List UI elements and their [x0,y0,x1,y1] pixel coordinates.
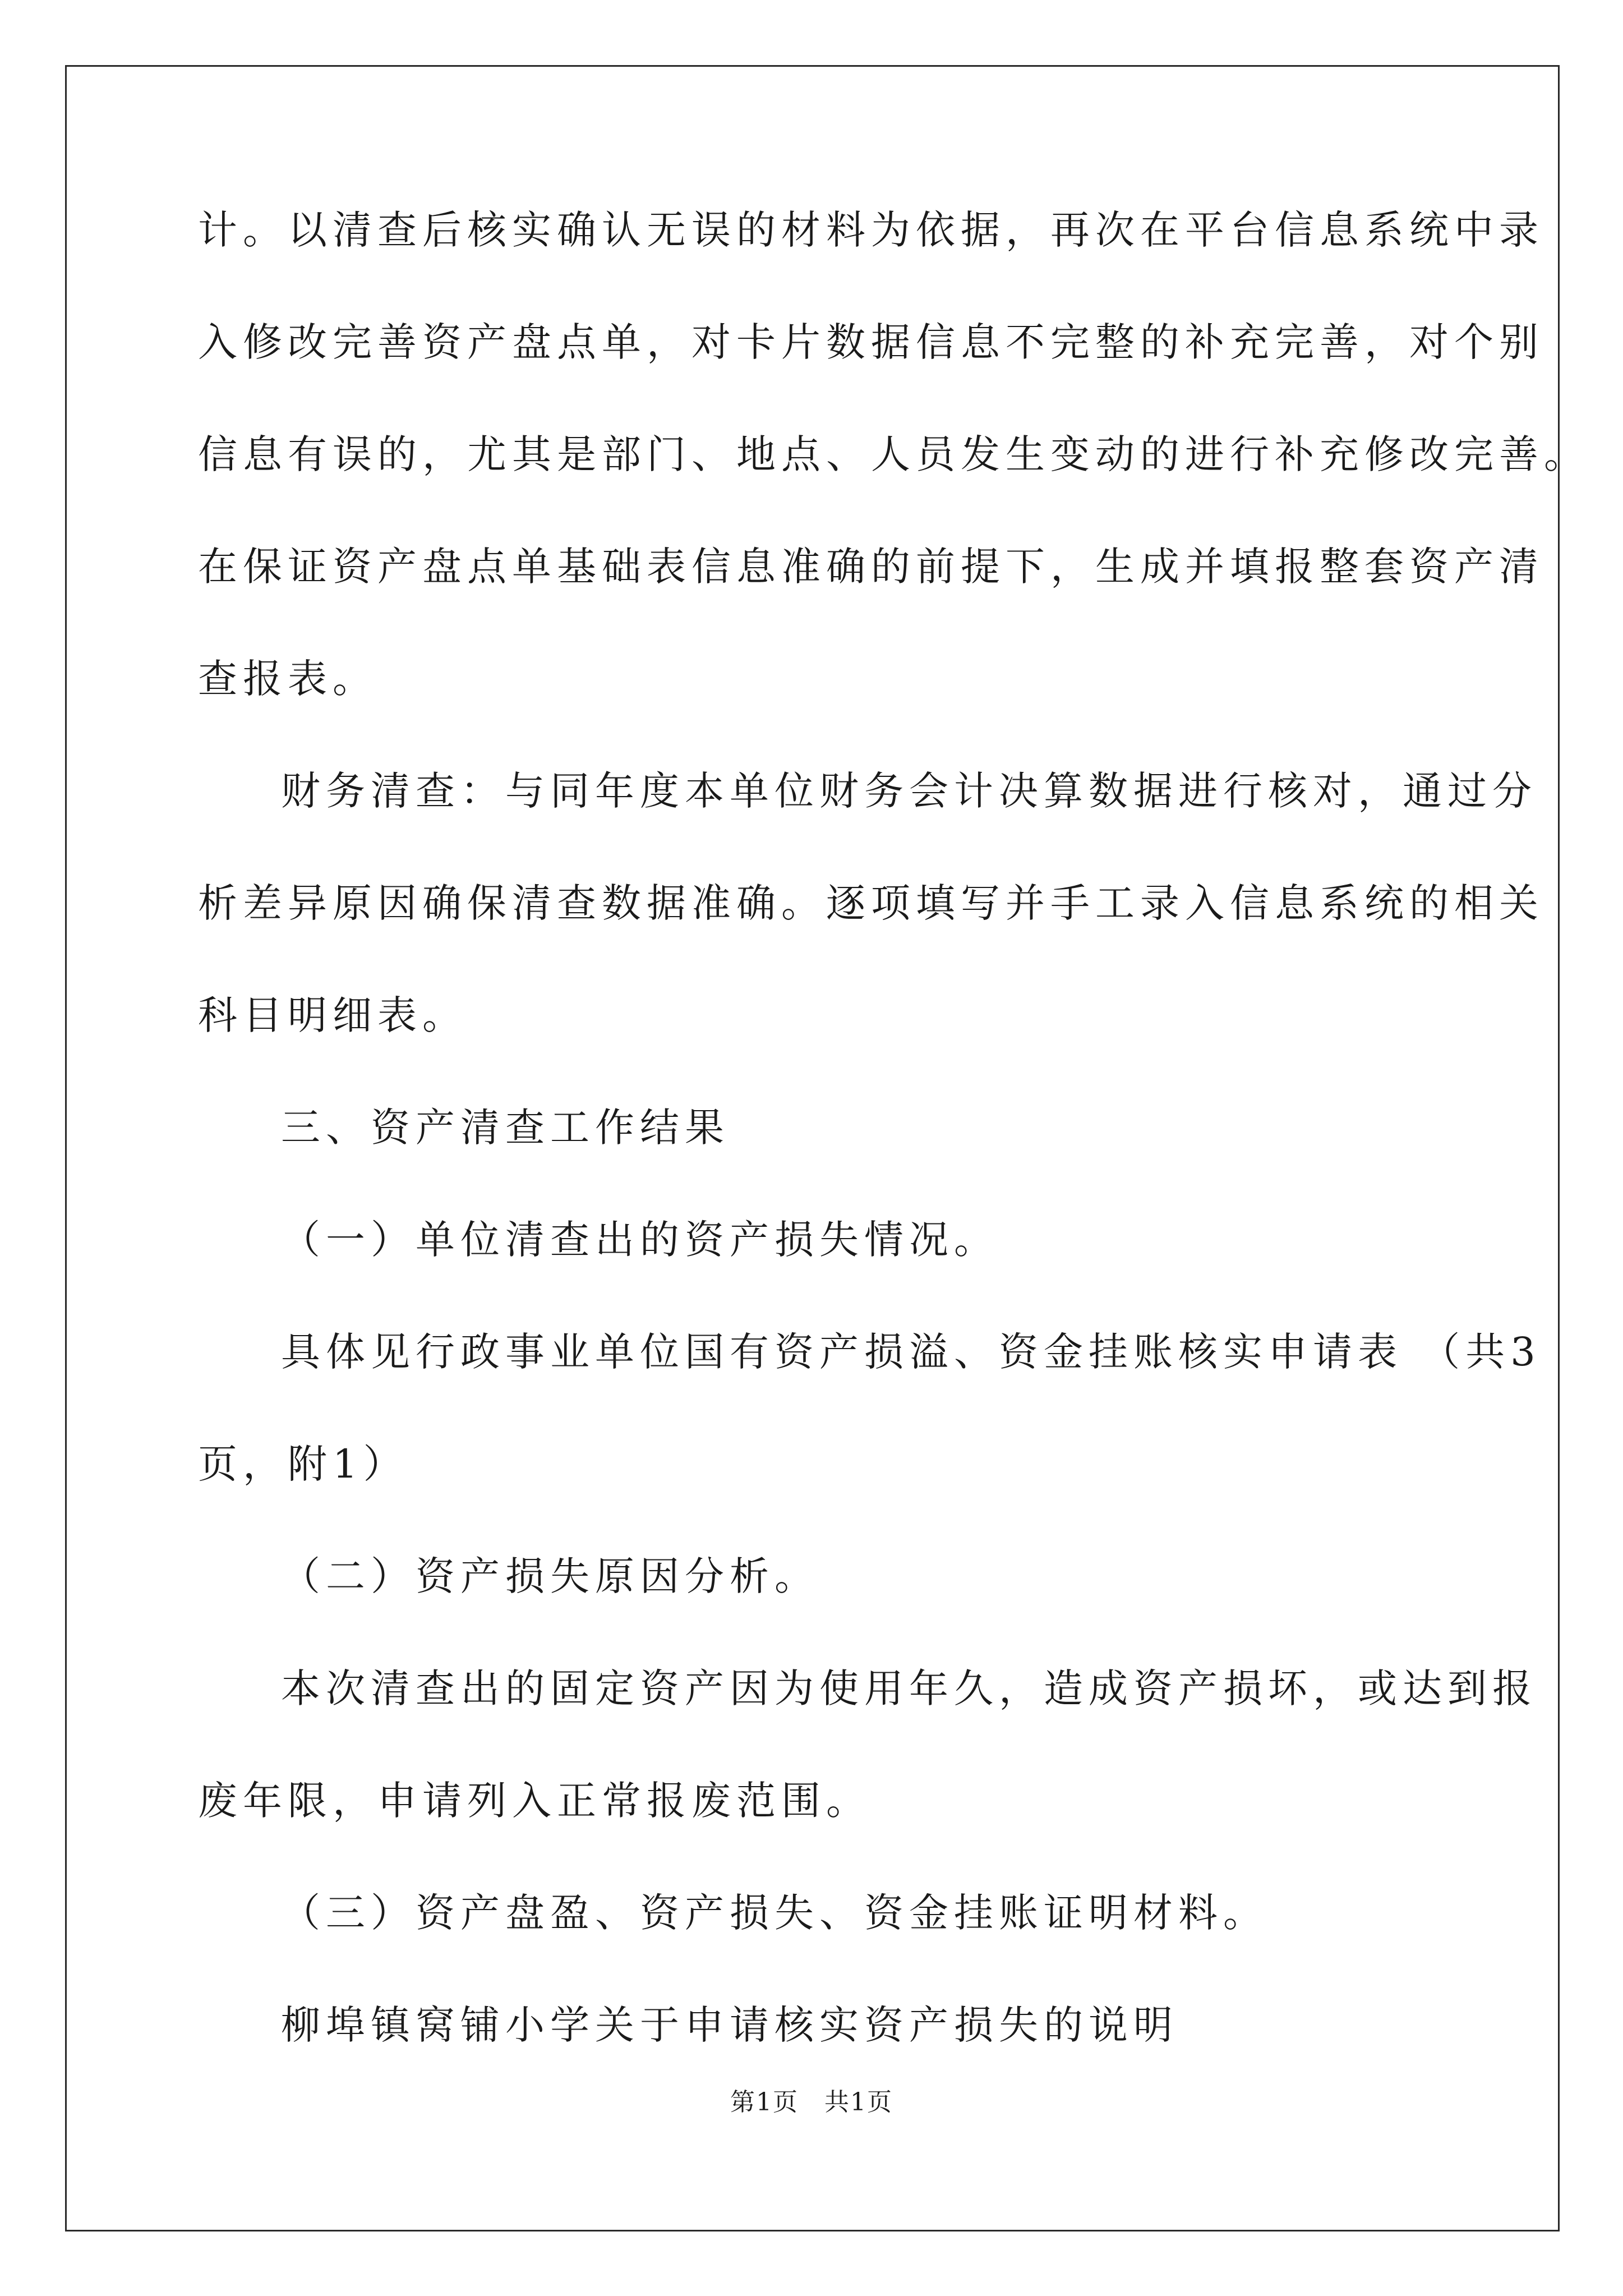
body-line: 信息有误的，尤其是部门、地点、人员发生变动的进行补充修改完善。 [198,431,1589,477]
body-line: 财务清查：与同年度本单位财务会计决算数据进行核对，通过分 [281,768,1537,814]
body-line: 在保证资产盘点单基础表信息准确的前提下，生成并填报整套资产清 [198,544,1544,590]
body-line: 本次清查出的固定资产因为使用年久，造成资产损坏，或达到报 [281,1665,1537,1711]
body-line: 页，附1） [198,1441,408,1487]
subsection-heading: （三）资产盘盈、资产损失、资金挂账证明材料。 [281,1890,1268,1936]
body-line: 科目明细表。 [198,992,467,1038]
body-line: 废年限，申请列入正常报废范围。 [198,1778,871,1824]
body-line: 柳埠镇窝铺小学关于申请核实资产损失的说明 [281,2002,1178,2048]
subsection-heading: （二）资产损失原因分析。 [281,1553,819,1599]
body-line: 具体见行政事业单位国有资产损溢、资金挂账核实申请表 （共3 [281,1329,1541,1375]
section-heading: 三、资产清查工作结果 [281,1105,730,1151]
body-line: 析差异原因确保清查数据准确。逐项填写并手工录入信息系统的相关 [198,880,1544,926]
page-footer: 第1页 共1页 [730,2088,893,2116]
body-line: 查报表。 [198,656,377,702]
body-line: 入修改完善资产盘点单，对卡片数据信息不完整的补充完善，对个别 [198,319,1544,365]
subsection-heading: （一）单位清查出的资产损失情况。 [281,1217,999,1263]
body-line: 计。以清查后核实确认无误的材料为依据，再次在平台信息系统中录 [198,207,1544,253]
